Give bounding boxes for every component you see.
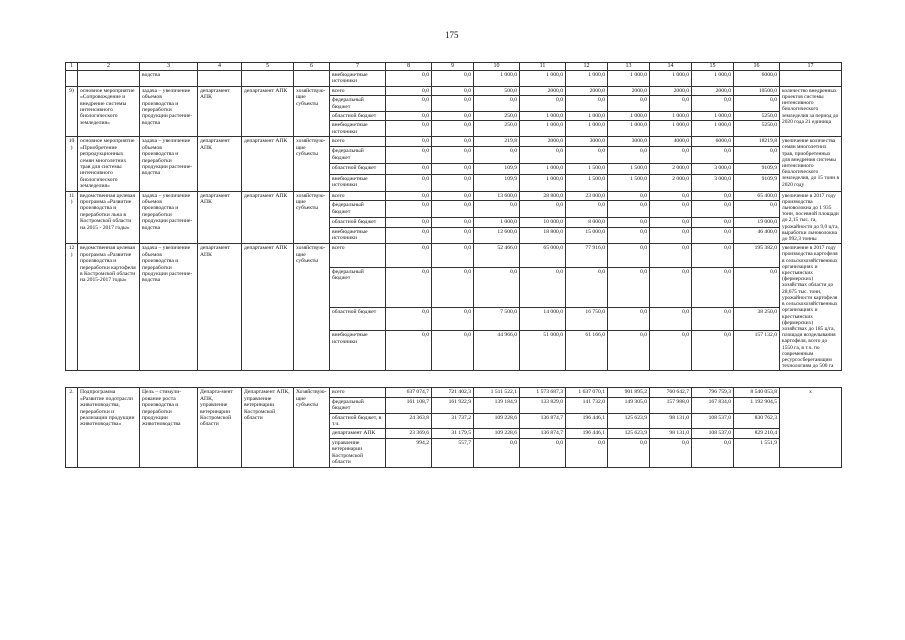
value-cell: 0,0 [386, 217, 432, 227]
value-cell: 46 400,0 [734, 227, 780, 244]
value-cell: 0,0 [650, 438, 692, 467]
value-cell: 0,0 [566, 96, 608, 112]
recipient-cell: хозяйствую-щие субъекты [294, 86, 330, 137]
value-cell: 0,0 [432, 331, 474, 371]
value-cell: 0,0 [432, 244, 474, 268]
value-cell: 98 131,0 [650, 413, 692, 429]
executor-cell [198, 70, 242, 86]
value-cell: 0,0 [474, 147, 520, 164]
co-executor-cell: департамент АПК [242, 137, 294, 191]
column-number-row [66, 63, 842, 71]
program-row [66, 244, 842, 268]
funding-source-cell: внебюджетные источники [330, 227, 386, 244]
value-cell: 1 637 070,1 [566, 388, 608, 397]
funding-source-cell: департамент АПК [330, 429, 386, 438]
value-cell: 108 537,0 [692, 413, 734, 429]
funding-source-cell: федеральный бюджет [330, 267, 386, 307]
task-cell: задача – увеличение объемов производства и переработки продукции растение-водства [140, 191, 198, 244]
column-number: 3 [140, 63, 198, 71]
value-cell: 901 895,2 [608, 388, 650, 397]
value-cell: 3000,0 [608, 137, 650, 147]
value-cell: 0,0 [432, 164, 474, 174]
column-number: 1 [66, 63, 78, 71]
value-cell: 0,0 [566, 438, 608, 467]
co-executor-cell: департамент АПК [242, 244, 294, 371]
result-cell [780, 70, 842, 86]
value-cell: 0,0 [432, 191, 474, 201]
result-cell: увеличение в 2017 году производства льноволокна до 1 935 тонн, посевной площади до 2,15 тыс. га, урожайности до 9,0 ц/га, выработки льноволокна до 992,3 тонны [780, 191, 842, 244]
value-cell: 15 000,0 [566, 227, 608, 244]
value-cell: 109,9 [474, 164, 520, 174]
value-cell: 136 874,7 [520, 429, 566, 438]
value-cell: 0,0 [734, 147, 780, 164]
value-cell: 10 000,0 [520, 217, 566, 227]
value-cell: 16 750,0 [566, 307, 608, 331]
co-executor-cell: департамент АПК [242, 86, 294, 137]
column-number: 5 [242, 63, 294, 71]
funding-source-cell: областной бюджет [330, 307, 386, 331]
value-cell: 557,7 [432, 438, 474, 467]
value-cell: 0,0 [386, 96, 432, 112]
value-cell: 0,0 [608, 217, 650, 227]
value-cell: 0,0 [386, 164, 432, 174]
value-cell: 108 537,0 [692, 429, 734, 438]
program-row [66, 86, 842, 95]
value-cell: 2000,0 [520, 86, 566, 95]
funding-source-cell: всего [330, 137, 386, 147]
column-number: 11 [520, 63, 566, 71]
value-cell: 760 642,7 [650, 388, 692, 397]
value-cell: 8 000,0 [566, 217, 608, 227]
column-number: 4 [198, 63, 242, 71]
value-cell: 0,0 [608, 191, 650, 201]
value-cell: 1 000,0 [608, 121, 650, 137]
value-cell: 0,0 [692, 201, 734, 218]
value-cell: 31 737,2 [432, 413, 474, 429]
value-cell: 14 000,0 [520, 307, 566, 331]
task-cell: задача – увеличение объемов производства и переработки продукции растение-водства [140, 86, 198, 137]
value-cell: 109 228,6 [474, 413, 520, 429]
value-cell: 1 000,0 [650, 70, 692, 86]
value-cell: 637 074,7 [386, 388, 432, 397]
value-cell: 0,0 [566, 201, 608, 218]
value-cell: 1 000,0 [520, 70, 566, 86]
value-cell: 830 762,3 [734, 413, 780, 429]
value-cell: 109 228,6 [474, 429, 520, 438]
recipient-cell: хозяйствую-щие субъекты [294, 244, 330, 371]
value-cell: 0,0 [432, 70, 474, 86]
value-cell: 0,0 [734, 201, 780, 218]
funding-source-cell: областной бюджет [330, 217, 386, 227]
value-cell: 195 382,0 [734, 244, 780, 268]
funding-source-cell: областной бюджет [330, 112, 386, 121]
value-cell: 19 000,0 [734, 217, 780, 227]
value-cell: 23 000,0 [566, 191, 608, 201]
funding-source-cell: федеральный бюджет [330, 96, 386, 112]
value-cell: 2 000,0 [650, 174, 692, 191]
value-cell: 0,0 [520, 267, 566, 307]
funding-source-cell: внебюджетные источники [330, 174, 386, 191]
value-cell: 0,0 [650, 96, 692, 112]
row-number-cell: 10) [66, 137, 78, 191]
value-cell: 0,0 [520, 96, 566, 112]
value-cell: 1 000,0 [608, 112, 650, 121]
column-number: 10 [474, 63, 520, 71]
value-cell: 2000,0 [692, 86, 734, 95]
value-cell: 1 000,0 [650, 121, 692, 137]
row-number-cell: 11) [66, 191, 78, 244]
spacer-row [66, 371, 842, 388]
value-cell: 65 400,0 [734, 191, 780, 201]
funding-source-cell: федеральный бюджет [330, 201, 386, 218]
column-number: 6 [294, 63, 330, 71]
value-cell: 0,0 [650, 267, 692, 307]
page-number: 175 [445, 30, 459, 40]
value-cell: 157 132,0 [734, 331, 780, 371]
value-cell: 0,0 [608, 96, 650, 112]
value-cell: 44 966,0 [474, 331, 520, 371]
column-number: 13 [608, 63, 650, 71]
value-cell: 500,0 [474, 86, 520, 95]
value-cell: 0,0 [692, 307, 734, 331]
row-number-cell: 12) [66, 244, 78, 371]
value-cell: 28 800,0 [520, 191, 566, 201]
value-cell: 12 600,0 [474, 227, 520, 244]
value-cell: 1 000,0 [474, 70, 520, 86]
column-number: 14 [650, 63, 692, 71]
value-cell: 0,0 [386, 137, 432, 147]
value-cell: 0,0 [432, 174, 474, 191]
column-number: 7 [330, 63, 386, 71]
value-cell: 1 000,0 [692, 112, 734, 121]
value-cell: 0,0 [386, 227, 432, 244]
program-name-cell: ведомственная целевая программа «Развитие производства и переработки льна в Костромской области на 2015 - 2017 годы» [78, 191, 140, 244]
value-cell: 141 732,0 [566, 397, 608, 413]
value-cell: 7 500,0 [474, 307, 520, 331]
responsible-executor-cell: департамент АПК [198, 244, 242, 371]
value-cell: 0,0 [520, 438, 566, 467]
task-cell: задача – увеличение объемов производства и переработки продукции растение-водства [140, 244, 198, 371]
value-cell: 0,0 [734, 267, 780, 307]
funding-source-cell: внебюджетные источники [330, 331, 386, 371]
value-cell: 0,0 [566, 267, 608, 307]
value-cell: 0,0 [386, 331, 432, 371]
column-number: 2 [78, 63, 140, 71]
value-cell: 18219,8 [734, 137, 780, 147]
value-cell: 161 108,7 [386, 397, 432, 413]
funding-source-cell: всего [330, 388, 386, 397]
value-cell: 1 000,0 [650, 112, 692, 121]
value-cell: 0,0 [566, 147, 608, 164]
program-name-cell: ведомственная целевая программа «Развитие производства и переработки картофеля в Костромской области на 2015-2017 годы» [78, 244, 140, 371]
value-cell: 161 922,9 [432, 397, 474, 413]
value-cell: 0,0 [474, 438, 520, 467]
value-cell: 98 131,0 [650, 429, 692, 438]
value-cell: 0,0 [692, 96, 734, 112]
value-cell: 0,0 [432, 121, 474, 137]
value-cell: 1 000,0 [520, 112, 566, 121]
value-cell: 9109,9 [734, 164, 780, 174]
value-cell: 9109,9 [734, 174, 780, 191]
value-cell: 0,0 [650, 331, 692, 371]
value-cell: 0,0 [608, 307, 650, 331]
value-cell: 0,0 [692, 147, 734, 164]
value-cell: 721 402,3 [432, 388, 474, 397]
funding-source-cell: федеральный бюджет [330, 147, 386, 164]
value-cell: 0,0 [650, 217, 692, 227]
program-name-cell: Подпрограмма «Развитие подотрасли животноводства, переработки и реализации продукции животноводства» [78, 388, 140, 467]
row-number-cell [66, 70, 78, 86]
value-cell: 23 369,6 [386, 429, 432, 438]
program-name-cell: основное мероприятие «Приобретение репродукционных семян многолетних трав для системы интенсивного биологического земледелия» [78, 137, 140, 191]
value-cell: 61 166,0 [566, 331, 608, 371]
value-cell: 1 500,0 [608, 174, 650, 191]
value-cell: 829 210,4 [734, 429, 780, 438]
value-cell: 1 000,0 [566, 70, 608, 86]
value-cell: 77 916,0 [566, 244, 608, 268]
value-cell: 0,0 [386, 174, 432, 191]
value-cell: 0,0 [734, 96, 780, 112]
co-executor-cell: департамент АПК [242, 191, 294, 244]
value-cell: 196 446,1 [566, 429, 608, 438]
value-cell: 0,0 [608, 227, 650, 244]
column-number: 8 [386, 63, 432, 71]
value-cell: 149 305,0 [608, 397, 650, 413]
value-cell: 0,0 [474, 96, 520, 112]
column-number: 17 [780, 63, 842, 71]
value-cell: 133 829,0 [520, 397, 566, 413]
recipient-cell [294, 70, 330, 86]
funding-source-cell: областной бюджет [330, 164, 386, 174]
value-cell: 0,0 [432, 217, 474, 227]
value-cell: 3000,0 [566, 137, 608, 147]
value-cell: 0,0 [692, 191, 734, 201]
value-cell: 1 000,0 [692, 121, 734, 137]
value-cell: 1 511 522,1 [474, 388, 520, 397]
value-cell: 0,0 [608, 244, 650, 268]
value-cell: 1 500,0 [566, 174, 608, 191]
value-cell: 38 250,0 [734, 307, 780, 331]
value-cell: 0,0 [608, 267, 650, 307]
column-number: 16 [734, 63, 780, 71]
value-cell: 2000,0 [608, 86, 650, 95]
value-cell: 0,0 [386, 307, 432, 331]
result-cell: увеличение в 2017 году производства картофеля в сельскохозяйственных организациях и крестьянских (фермерских) хозяйствах области до 28,675 тыс. тонн, урожайности картофеля в сельскохозяйственных организациях и крестьянских (фермерских) хозяйствах до 185 ц/га, площади возделывания картофеля, всего до 1550 га, в т.ч. по современным ресурсосберегающим технологиям до 500 га [780, 244, 842, 371]
value-cell: 0,0 [692, 438, 734, 467]
value-cell: 109,9 [474, 174, 520, 191]
value-cell: 3 000,0 [692, 174, 734, 191]
name-cell [78, 70, 140, 86]
value-cell: 0,0 [650, 147, 692, 164]
value-cell: 0,0 [520, 201, 566, 218]
value-cell: 0,0 [386, 121, 432, 137]
value-cell: 125 623,9 [608, 429, 650, 438]
value-cell: 5250,0 [734, 112, 780, 121]
program-row [66, 388, 842, 397]
executor-cell [242, 70, 294, 86]
value-cell: 0,0 [432, 147, 474, 164]
value-cell: 1 000,0 [520, 174, 566, 191]
value-cell: 0,0 [386, 201, 432, 218]
value-cell: 65 000,0 [520, 244, 566, 268]
value-cell: 0,0 [432, 267, 474, 307]
row-number-cell: 2. [66, 388, 78, 467]
value-cell: 219,8 [474, 137, 520, 147]
program-table [65, 62, 842, 468]
value-cell: 0,0 [692, 331, 734, 371]
value-cell: 0,0 [474, 267, 520, 307]
value-cell: 2000,0 [566, 86, 608, 95]
recipient-cell: хозяйствую-щие субъекты [294, 191, 330, 244]
program-name-cell: основное мероприятие «Сопровождение и внедрение системы интенсивного биологического земледелия» [78, 86, 140, 137]
responsible-executor-cell: департамент АПК [198, 137, 242, 191]
funding-source-cell: управление ветеринарии Костромской области [330, 438, 386, 467]
value-cell: 52 466,0 [474, 244, 520, 268]
value-cell: 0,0 [650, 201, 692, 218]
value-cell: 0,0 [432, 86, 474, 95]
value-cell: 1 551,9 [734, 438, 780, 467]
value-cell: 0,0 [608, 438, 650, 467]
column-number: 15 [692, 63, 734, 71]
column-number: 9 [432, 63, 474, 71]
row-number-cell: 9) [66, 86, 78, 137]
value-cell: 167 834,0 [692, 397, 734, 413]
value-cell: 5250,0 [734, 121, 780, 137]
funding-source-cell: внебюджетные источники [330, 121, 386, 137]
recipient-cell: Хозяйствую-щие субъекты [294, 388, 330, 467]
value-cell: 994,2 [386, 438, 432, 467]
value-cell: 1 000,0 [520, 121, 566, 137]
funding-source-cell: всего [330, 86, 386, 95]
recipient-cell: хозяйствую-щие субъекты [294, 137, 330, 191]
value-cell: 0,0 [692, 244, 734, 268]
value-cell: 0,0 [386, 86, 432, 95]
result-cell: увеличение количества семян многолетних трав, приобретенных для внедрения системы интенсивного биологического земледелия, до 15 тонн в 2020 году [780, 137, 842, 191]
value-cell: 0,0 [386, 147, 432, 164]
program-row [66, 191, 842, 201]
value-cell: 0,0 [520, 147, 566, 164]
value-cell: 24 363,8 [386, 413, 432, 429]
value-cell: 6000,0 [734, 70, 780, 86]
value-cell: 0,0 [474, 201, 520, 218]
value-cell: 0,0 [650, 307, 692, 331]
value-cell: 0,0 [650, 244, 692, 268]
task-cell: Цель – стимули-рование роста производства и переработки продукции животноводства [140, 388, 198, 467]
value-cell: 1 000,0 [566, 121, 608, 137]
value-cell: 0,0 [386, 191, 432, 201]
value-cell: 2000,0 [650, 86, 692, 95]
value-cell: 13 600,0 [474, 191, 520, 201]
value-cell: 0,0 [432, 307, 474, 331]
value-cell: 51 000,0 [520, 331, 566, 371]
program-row [66, 137, 842, 147]
funding-source-cell: всего [330, 191, 386, 201]
value-cell: 8 540 053,8 [734, 388, 780, 397]
value-cell: 0,0 [692, 267, 734, 307]
value-cell: 125 623,9 [608, 413, 650, 429]
value-cell: 0,0 [386, 112, 432, 121]
value-cell: 10500,0 [734, 86, 780, 95]
value-cell: 1 500,0 [566, 164, 608, 174]
spacer-cell [66, 371, 842, 388]
value-cell: 196 446,1 [566, 413, 608, 429]
value-cell: 0,0 [608, 147, 650, 164]
value-cell: 0,0 [692, 217, 734, 227]
funding-source-cell: всего [330, 244, 386, 268]
value-cell: 1 000,0 [608, 70, 650, 86]
funding-source-cell: областной бюджет, в т.ч. [330, 413, 386, 429]
responsible-executor-cell: департамент АПК [198, 191, 242, 244]
value-cell: 0,0 [432, 96, 474, 112]
value-cell: 1 500,0 [608, 164, 650, 174]
funding-source-cell: внебюджетные источники [330, 70, 386, 86]
value-cell: 18 800,0 [520, 227, 566, 244]
task-cell: водства [140, 70, 198, 86]
partial-row [66, 70, 842, 86]
value-cell: 0,0 [692, 227, 734, 244]
value-cell: 796 759,3 [692, 388, 734, 397]
value-cell: 0,0 [608, 331, 650, 371]
value-cell: 0,0 [650, 227, 692, 244]
funding-source-cell: федеральный бюджет [330, 397, 386, 413]
value-cell: 1 000,0 [692, 70, 734, 86]
value-cell: 1 192 904,5 [734, 397, 780, 413]
task-cell: задача – увеличение объемов производства и переработки продукции растение-водства [140, 137, 198, 191]
value-cell: 0,0 [650, 191, 692, 201]
value-cell: 139 184,9 [474, 397, 520, 413]
result-cell: х [780, 388, 842, 467]
value-cell: 0,0 [432, 112, 474, 121]
value-cell: 0,0 [432, 227, 474, 244]
value-cell: 250,0 [474, 121, 520, 137]
co-executor-cell: Департамент АПК, управление ветеринарии Костромской области [242, 388, 294, 467]
value-cell: 4000,0 [650, 137, 692, 147]
value-cell: 6000,0 [692, 137, 734, 147]
value-cell: 2000,0 [520, 137, 566, 147]
value-cell: 1 000,0 [520, 164, 566, 174]
value-cell: 250,0 [474, 112, 520, 121]
result-cell: количество внедренных проектов системы интенсивного биологического земледелия за период до 2020 года 21 единица [780, 86, 842, 137]
value-cell: 157 988,0 [650, 397, 692, 413]
value-cell: 0,0 [432, 201, 474, 218]
value-cell: 1 000,0 [566, 112, 608, 121]
value-cell: 0,0 [432, 137, 474, 147]
value-cell: 0,0 [386, 70, 432, 86]
value-cell: 31 179,5 [432, 429, 474, 438]
responsible-executor-cell: департамент АПК [198, 86, 242, 137]
value-cell: 1 000,0 [474, 217, 520, 227]
column-number: 12 [566, 63, 608, 71]
responsible-executor-cell: Департа-мент АПК, управление ветеринарии Костромской области [198, 388, 242, 467]
value-cell: 3 000,0 [692, 164, 734, 174]
value-cell: 0,0 [608, 201, 650, 218]
value-cell: 0,0 [386, 267, 432, 307]
value-cell: 0,0 [386, 244, 432, 268]
value-cell: 1 573 687,3 [520, 388, 566, 397]
value-cell: 136 874,7 [520, 413, 566, 429]
value-cell: 2 000,0 [650, 164, 692, 174]
